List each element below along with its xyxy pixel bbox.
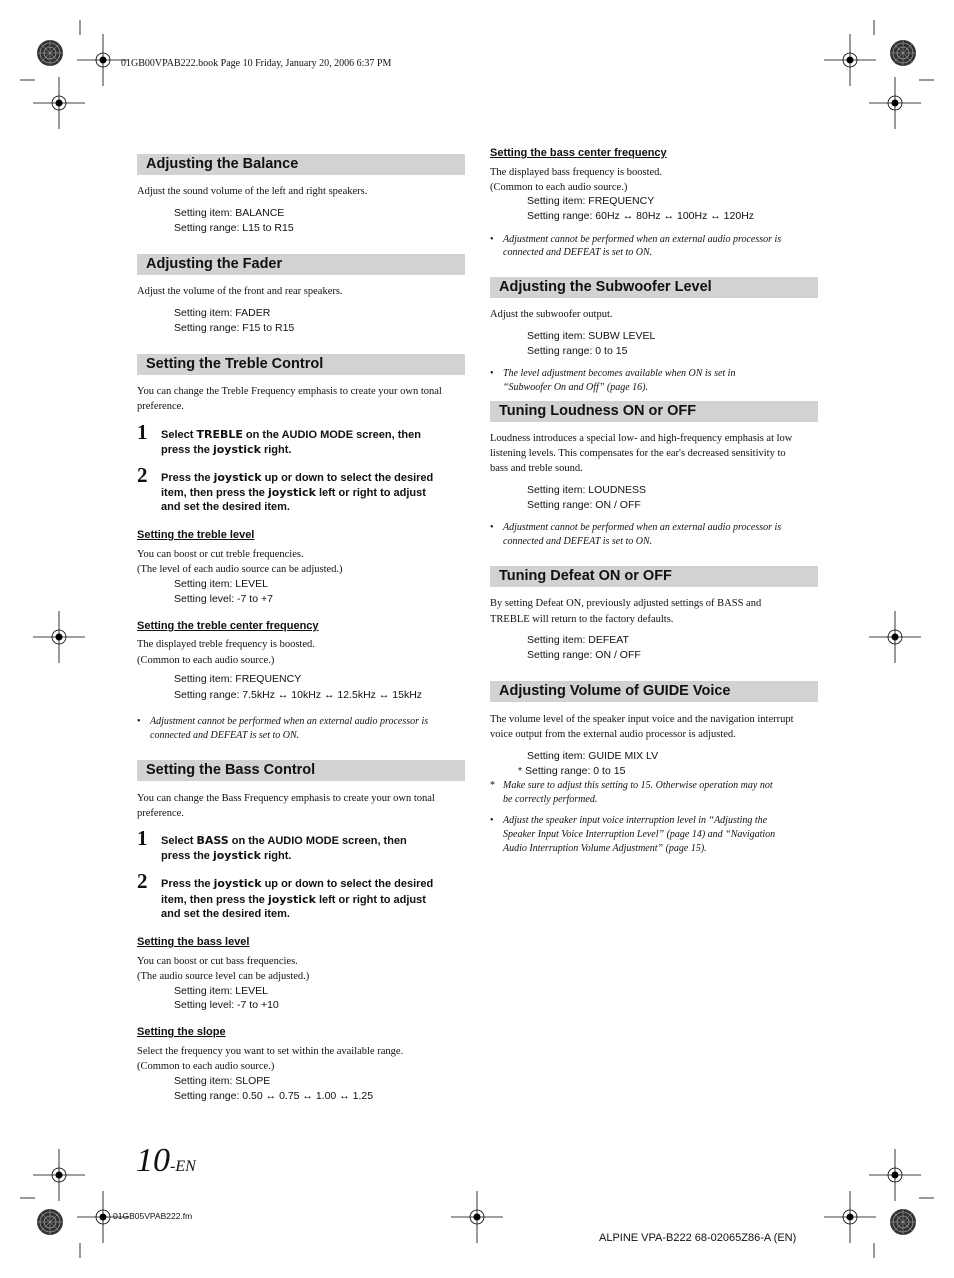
- treble-level-setting-item: Setting item: LEVEL: [174, 578, 268, 590]
- balance-description: Adjust the sound volume of the left and right speakers.: [137, 186, 368, 197]
- treble-level-setting-range: Setting level: -7 to +7: [174, 593, 273, 605]
- balance-setting-item: Setting item: BALANCE: [174, 207, 285, 219]
- loudness-note-line2: connected and DEFEAT is set to ON.: [503, 536, 653, 547]
- fader-setting-item: Setting item: FADER: [174, 307, 271, 319]
- footer-filename: 01GB05VPAB222.fm: [113, 1211, 193, 1221]
- section-heading-loudness: Tuning Loudness ON or OFF: [490, 401, 818, 422]
- subwoofer-note: • The level adjustment becomes available when ON is set in: [490, 368, 736, 379]
- treble-freq-desc2: (Common to each audio source.): [137, 655, 275, 666]
- treble-step2-line3: and set the desired item.: [161, 501, 290, 513]
- treble-note-line2: connected and DEFEAT is set to ON.: [150, 730, 300, 741]
- guide-star-note-line2: be correctly performed.: [503, 794, 598, 805]
- treble-step1-number: 1: [137, 420, 148, 444]
- bass-slope-setting-range: Setting range: 0.50 ↔ 0.75 ↔ 1.00 ↔ 1.25: [174, 1090, 374, 1102]
- bass-level-desc1: You can boost or cut bass frequencies.: [137, 956, 298, 967]
- bass-step1-line1: Select BASS on the AUDIO MODE screen, then: [161, 834, 407, 847]
- guide-note-line2: Speaker Input Voice Interruption Level” (page 14) and “Navigation: [503, 829, 776, 840]
- bass-step1-number: 1: [137, 826, 148, 850]
- loudness-desc2: listening levels. This compensates for the ear's decreased sensitivity to: [490, 448, 786, 459]
- bass-level-setting-range: Setting level: -7 to +10: [174, 999, 279, 1011]
- loudness-setting-item: Setting item: LOUDNESS: [527, 484, 647, 496]
- guide-desc1: The volume level of the speaker input voice and the navigation interrupt: [490, 714, 794, 725]
- section-heading-guide-voice: Adjusting Volume of GUIDE Voice: [490, 681, 818, 702]
- bass-step2-line3: and set the desired item.: [161, 908, 290, 920]
- treble-level-desc2: (The level of each audio source can be adjusted.): [137, 564, 343, 575]
- section-heading-bass: Setting the Bass Control: [137, 760, 465, 781]
- bass-step2-number: 2: [137, 869, 148, 893]
- guide-desc2: voice output from the external audio processor is adjusted.: [490, 729, 736, 740]
- treble-step2-line1: Press the joystick up or down to select the desired: [161, 471, 434, 484]
- bass-slope-subheading: Setting the slope: [137, 1026, 226, 1038]
- guide-setting-item: Setting item: GUIDE MIX LV: [527, 750, 659, 762]
- fader-setting-range: Setting range: F15 to R15: [174, 322, 295, 334]
- bass-step2-line1: Press the joystick up or down to select the desired: [161, 877, 434, 890]
- bass-freq-subheading: Setting the bass center frequency: [490, 147, 667, 159]
- subwoofer-description: Adjust the subwoofer output.: [490, 309, 613, 320]
- section-heading-balance: Adjusting the Balance: [137, 154, 465, 175]
- bass-slope-desc1: Select the frequency you want to set within the available range.: [137, 1046, 404, 1057]
- defeat-desc1: By setting Defeat ON, previously adjusted settings of BASS and: [490, 598, 762, 609]
- defeat-desc2: TREBLE will return to the factory defaults.: [490, 614, 674, 625]
- bass-freq-note: • Adjustment cannot be performed when an external audio processor is: [490, 234, 782, 245]
- bass-slope-desc2: (Common to each audio source.): [137, 1061, 275, 1072]
- loudness-setting-range: Setting range: ON / OFF: [527, 499, 641, 511]
- defeat-setting-range: Setting range: ON / OFF: [527, 649, 641, 661]
- section-heading-defeat: Tuning Defeat ON or OFF: [490, 566, 818, 587]
- guide-star-note: * Make sure to adjust this setting to 15. Otherwise operation may not: [490, 780, 773, 791]
- treble-freq-setting-range: Setting range: 7.5kHz ↔ 10kHz ↔ 12.5kHz ↔ 15kHz: [174, 689, 423, 701]
- bass-freq-note-line2: connected and DEFEAT is set to ON.: [503, 247, 653, 258]
- treble-freq-subheading: Setting the treble center frequency: [137, 620, 319, 632]
- guide-setting-range: * Setting range: 0 to 15: [518, 765, 626, 777]
- treble-level-subheading: Setting the treble level: [137, 529, 255, 541]
- guide-note-line3: Audio Interruption Volume Adjustment” (page 15).: [503, 843, 707, 854]
- bass-freq-desc1: The displayed bass frequency is boosted.: [490, 167, 663, 178]
- bass-description-line2: preference.: [137, 808, 184, 819]
- subwoofer-setting-range: Setting range: 0 to 15: [527, 345, 628, 357]
- loudness-desc3: bass and treble sound.: [490, 463, 583, 474]
- bass-slope-setting-item: Setting item: SLOPE: [174, 1075, 271, 1087]
- treble-freq-desc1: The displayed treble frequency is boosted.: [137, 639, 315, 650]
- bass-freq-setting-range: Setting range: 60Hz ↔ 80Hz ↔ 100Hz ↔ 120Hz: [527, 210, 755, 222]
- treble-note: • Adjustment cannot be performed when an external audio processor is: [137, 716, 429, 727]
- loudness-note: • Adjustment cannot be performed when an external audio processor is: [490, 522, 782, 533]
- treble-step1-line2: press the joystick right.: [161, 443, 292, 456]
- bass-freq-desc2: (Common to each audio source.): [490, 182, 628, 193]
- treble-step1-line1: Select TREBLE on the AUDIO MODE screen, then: [161, 428, 421, 441]
- bass-step1-line2: press the joystick right.: [161, 849, 292, 862]
- balance-setting-range: Setting range: L15 to R15: [174, 222, 294, 234]
- bass-freq-setting-item: Setting item: FREQUENCY: [527, 195, 655, 207]
- page-number: 10-EN: [136, 1142, 196, 1179]
- fader-description: Adjust the volume of the front and rear speakers.: [137, 286, 343, 297]
- treble-description-line1: You can change the Treble Frequency emphasis to create your own tonal: [137, 386, 442, 397]
- treble-description-line2: preference.: [137, 401, 184, 412]
- defeat-setting-item: Setting item: DEFEAT: [527, 634, 629, 646]
- treble-freq-setting-item: Setting item: FREQUENCY: [174, 673, 302, 685]
- bass-description-line1: You can change the Bass Frequency emphasis to create your own tonal: [137, 793, 435, 804]
- treble-step2-number: 2: [137, 463, 148, 487]
- loudness-desc1: Loudness introduces a special low- and high-frequency emphasis at low: [490, 433, 793, 444]
- subwoofer-setting-item: Setting item: SUBW LEVEL: [527, 330, 656, 342]
- guide-note: • Adjust the speaker input voice interruption level in “Adjusting the: [490, 815, 768, 826]
- treble-level-desc1: You can boost or cut treble frequencies.: [137, 549, 304, 560]
- footer-model: ALPINE VPA-B222 68-02065Z86-A (EN): [599, 1232, 797, 1244]
- bass-level-desc2: (The audio source level can be adjusted.): [137, 971, 310, 982]
- treble-step2-line2: item, then press the joystick left or right to adjust: [161, 486, 426, 499]
- section-heading-fader: Adjusting the Fader: [137, 254, 465, 275]
- bass-level-setting-item: Setting item: LEVEL: [174, 985, 268, 997]
- bass-level-subheading: Setting the bass level: [137, 936, 250, 948]
- subwoofer-note-line2: “Subwoofer On and Off” (page 16).: [503, 382, 648, 393]
- section-heading-subwoofer: Adjusting the Subwoofer Level: [490, 277, 818, 298]
- section-heading-treble: Setting the Treble Control: [137, 354, 465, 375]
- print-header-info: 01GB00VPAB222.book Page 10 Friday, January 20, 2006 6:37 PM: [121, 58, 392, 69]
- bass-step2-line2: item, then press the joystick left or right to adjust: [161, 893, 426, 906]
